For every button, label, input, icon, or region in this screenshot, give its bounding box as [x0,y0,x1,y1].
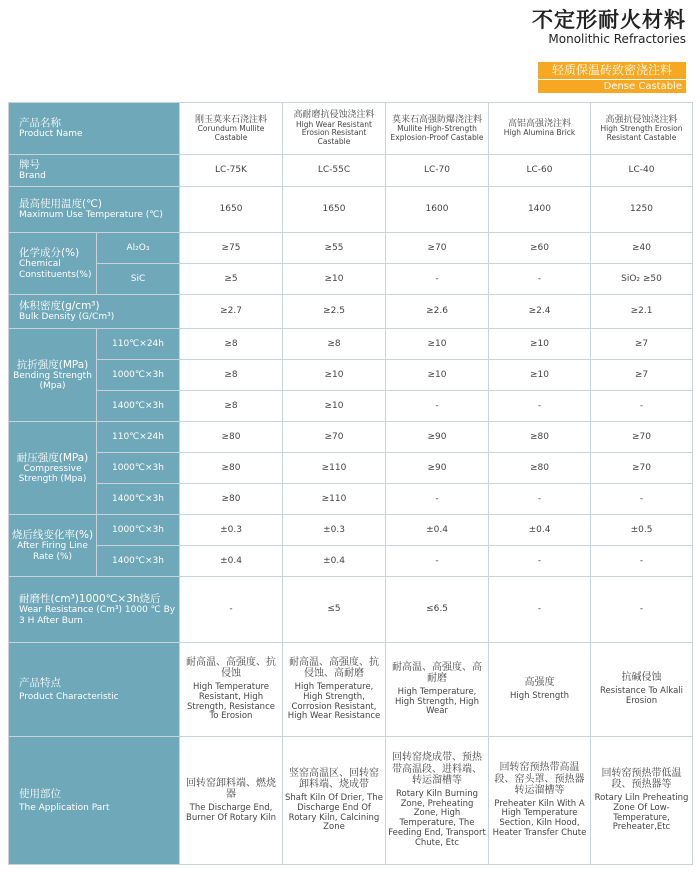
cell: ±0.3 [180,515,283,546]
condition-label: 110℃×24h [97,329,180,360]
cell: ≥2.6 [386,295,489,329]
cell: ≥5 [180,264,283,295]
cell: - [591,577,693,643]
cell: ≥70 [283,422,386,453]
cell: LC-40 [591,155,693,187]
characteristic-row [9,643,693,737]
cell: ≥110 [283,453,386,484]
spec-table [8,102,693,865]
cell: ≥8 [180,360,283,391]
cell: ≥70 [591,422,693,453]
cell: ≥10 [386,329,489,360]
cell: ≤5 [283,577,386,643]
bending-row [9,329,693,360]
cell: ≤6.5 [386,577,489,643]
cell: 1650 [180,187,283,233]
compressive-row [9,484,693,515]
cell: ≥80 [180,422,283,453]
cell: ≥2.4 [489,295,591,329]
cell: 回转窑卸料端、燃烧器 The Discharge End, Burner Of Rotary Kiln [180,737,283,865]
cell: - [591,546,693,577]
cell: ≥10 [386,360,489,391]
cell: 耐高温、高强度、高耐磨 High Temperature, High Strength, High Wear [386,643,489,737]
column-header: 高耐磨抗侵蚀浇注料 High Wear Resistant Erosion Resistant Castable [283,103,386,155]
cell: ≥80 [489,453,591,484]
cell: - [591,391,693,422]
cell: ±0.5 [591,515,693,546]
product-name-header: 产品名称 Product Name [9,103,180,155]
cell: - [386,484,489,515]
chem-sic-row [9,264,693,295]
cell: - [489,546,591,577]
cell: 高强度 High Strength [489,643,591,737]
chem-header: 化学成分(%) Chemical Constituents(%) [9,233,97,295]
cell: ≥10 [489,360,591,391]
cell: - [180,577,283,643]
compressive-row [9,453,693,484]
brand-header: 牌号 Brand [9,155,180,187]
cell: 1650 [283,187,386,233]
cell: ±0.4 [386,515,489,546]
cell: ±0.4 [489,515,591,546]
cell: 回转窑烧成带、预热带高温段、进料端、转运溜槽等 Rotary Kiln Burning Zone, Preheating Zone, High Temperature, The Feeding End, Transport Chute, Etc [386,737,489,865]
condition-label: 1400℃×3h [97,546,180,577]
condition-label: 1000℃×3h [97,360,180,391]
cell: ≥8 [180,391,283,422]
linear-change-header: 烧后线变化率(%) After Firing Line Rate (%) [9,515,97,577]
brand-row [9,155,693,187]
cell: ≥10 [283,264,386,295]
cell: ≥2.1 [591,295,693,329]
cell: - [489,264,591,295]
page-title-en: Monolithic Refractories [548,32,686,46]
page-title-cn: 不定形耐火材料 [532,8,686,32]
condition-label: 1000℃×3h [97,515,180,546]
cell: ≥10 [283,391,386,422]
cell: ≥60 [489,233,591,264]
cell: ≥7 [591,329,693,360]
cell: - [489,484,591,515]
product-name-row [9,103,693,155]
cell: LC-55C [283,155,386,187]
linear-change-row [9,546,693,577]
linear-change-row [9,515,693,546]
cell: 抗碱侵蚀 Resistance To Alkali Erosion [591,643,693,737]
wear-header: 耐磨性(cm³)1000℃×3h烧后 Wear Resistance (Cm³) 1000 ℃ By 3 H After Burn [9,577,180,643]
condition-label: 1400℃×3h [97,484,180,515]
application-row [9,737,693,865]
condition-label: 1000℃×3h [97,453,180,484]
cell: SiO₂ ≥50 [591,264,693,295]
application-header: 使用部位 The Application Part [9,737,180,865]
cell: ±0.4 [283,546,386,577]
cell: ≥90 [386,422,489,453]
bending-row [9,391,693,422]
cell: ≥10 [489,329,591,360]
cell: ≥10 [283,360,386,391]
cell: ≥40 [591,233,693,264]
wear-row [9,577,693,643]
bending-row [9,360,693,391]
cell: ≥8 [180,329,283,360]
cell: ≥2.7 [180,295,283,329]
cell: LC-60 [489,155,591,187]
compressive-header: 耐压强度(MPa) Compressive Strength (Mpa) [9,422,97,515]
chem-sic-label: SiC [97,264,180,295]
column-header: 高铝高强浇注料 High Alumina Brick [489,103,591,155]
chem-al2o3-label: Al₂O₃ [97,233,180,264]
cell: ≥70 [386,233,489,264]
cell: LC-70 [386,155,489,187]
compressive-row [9,422,693,453]
cell: - [386,264,489,295]
density-header: 体积密度(g/cm³) Bulk Density (G/Cm³) [9,295,180,329]
cell: ≥2.5 [283,295,386,329]
cell: LC-75K [180,155,283,187]
cell: - [489,577,591,643]
cell: ≥7 [591,360,693,391]
cell: 1600 [386,187,489,233]
cell: 耐高温、高强度、抗侵蚀、高耐磨 High Temperature, High Strength, Corrosion Resistant, High Wear Resistance [283,643,386,737]
column-header: 莫来石高强防爆浇注料 Mullite High-Strength Explosion-Proof Castable [386,103,489,155]
cell: 回转窑预热带高温段、窑头罩、预热器转运溜槽等 Preheater Kiln With A High Temperature Section, Kiln Hood, Heater Transfer Chute [489,737,591,865]
cell: ≥80 [489,422,591,453]
cell: ≥90 [386,453,489,484]
condition-label: 1400℃×3h [97,391,180,422]
column-header: 高强抗侵蚀浇注料 High Strength Erosion Resistant Castable [591,103,693,155]
cell: ≥80 [180,453,283,484]
cell: 回转窑预热带低温段、预热器等 Rotary Liln Preheating Zone Of Low-Temperature, Preheater,Etc [591,737,693,865]
density-row [9,295,693,329]
column-header: 刚玉莫来石浇注料 Corundum Mullite Castable [180,103,283,155]
characteristic-header: 产品特点 Product Characteristic [9,643,180,737]
cell: - [386,391,489,422]
cell: ≥8 [283,329,386,360]
cell: ±0.3 [283,515,386,546]
cell: 竖窑高温区、回转窑卸料端、烧成带 Shaft Kiln Of Drier, The Discharge End Of Rotary Kiln, Calcining Zone [283,737,386,865]
cell: 耐高温、高强度、抗侵蚀 High Temperature Resistant, High Strength, Resistance To Erosion [180,643,283,737]
category-badge-en: Dense Castable [538,80,686,93]
cell: ≥55 [283,233,386,264]
cell: ±0.4 [180,546,283,577]
max-temp-header: 最高使用温度(℃) Maximum Use Temperature (℃) [9,187,180,233]
condition-label: 110℃×24h [97,422,180,453]
cell: - [489,391,591,422]
cell: 1400 [489,187,591,233]
cell: 1250 [591,187,693,233]
category-badge-cn: 轻质保温砖致密浇注料 [538,62,686,79]
max-temp-row [9,187,693,233]
cell: - [591,484,693,515]
chem-al2o3-row [9,233,693,264]
bending-header: 抗折强度(MPa) Bending Strength (Mpa) [9,329,97,422]
cell: ≥110 [283,484,386,515]
cell: ≥80 [180,484,283,515]
cell: ≥75 [180,233,283,264]
cell: ≥70 [591,453,693,484]
cell: - [386,546,489,577]
